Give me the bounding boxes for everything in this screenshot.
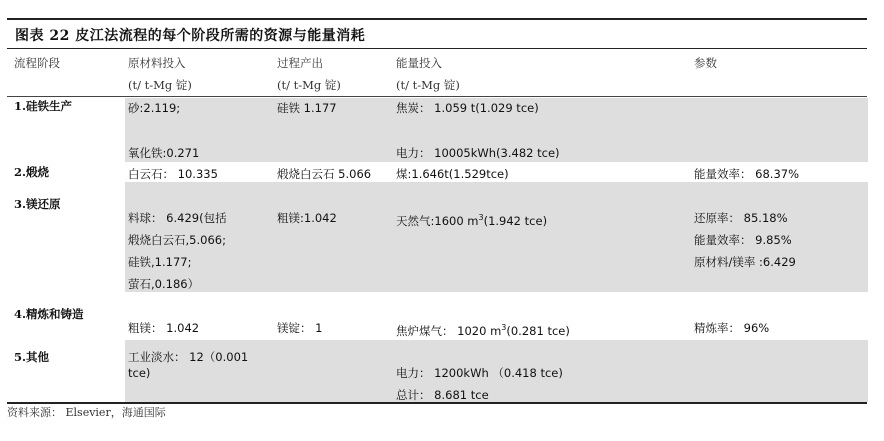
row5-raw-0: 工业淡水： 12（0.001 (128, 350, 249, 364)
row4-energy-sup: 3 (501, 323, 507, 332)
row4-raw-0: 粗镁： 1.042 (128, 321, 200, 335)
row2-stage: 2.煅烧 (14, 165, 50, 179)
row4-energy-main: 焦炉煤气： 1020 m (396, 323, 502, 338)
row2-raw-0: 白云石： 10.335 (128, 167, 218, 181)
header-raw-material-unit: (t/ t-Mg 锭) (128, 78, 192, 92)
row4-stage: 4.精炼和铸造 (14, 307, 84, 321)
row3-raw-1: 煅烧白云石,5.066; (128, 233, 226, 247)
row1-output-0: 硅铁 1.177 (277, 101, 337, 115)
header-energy-unit: (t/ t-Mg 锭) (396, 78, 460, 92)
row3-energy-main: 天然气:1600 m (396, 213, 479, 228)
row5-raw-1: tce) (128, 366, 151, 380)
row4-params-0: 精炼率： 96% (694, 321, 770, 335)
row3-energy-0 (396, 211, 547, 228)
row1-energy-0: 焦炭： 1.059 t(1.029 tce) (396, 101, 539, 115)
row3-raw-3: 萤石,0.186） (128, 277, 200, 291)
header-output: 过程产出 (277, 56, 323, 70)
row3-output-0: 粗镁:1.042 (277, 211, 337, 225)
row2-params-0: 能量效率： 68.37% (694, 167, 800, 181)
row3-raw-0: 料球： 6.429(包括 (128, 211, 227, 225)
header-rule (7, 96, 867, 97)
row4-output-0: 镁锭： 1 (277, 321, 323, 335)
row1-raw-0: 砂:2.119; (128, 101, 181, 115)
header-output-unit: (t/ t-Mg 锭) (277, 78, 341, 92)
header-raw-material: 原材料投入 (128, 56, 186, 70)
row5-stage: 5.其他 (14, 350, 50, 364)
row1-energy-1: 电力： 10005kWh(3.482 tce) (396, 146, 560, 160)
row3-params-0: 还原率： 85.18% (694, 211, 788, 225)
row1-raw-1: 氧化铁:0.271 (128, 146, 200, 160)
row4-energy-0 (396, 321, 570, 338)
row2-energy-0: 煤:1.646t(1.529tce) (396, 167, 509, 181)
row3-raw-2: 硅铁,1.177; (128, 255, 192, 269)
row2-output-0: 煅烧白云石 5.066 (277, 167, 372, 181)
row3-energy-sup: 3 (478, 213, 484, 222)
table-title: 图表 22 皮江法流程的每个阶段所需的资源与能量消耗 (15, 28, 366, 44)
row3-params-1: 能量效率： 9.85% (694, 233, 792, 247)
row3-stage: 3.镁还原 (14, 197, 61, 211)
header-stage: 流程阶段 (14, 56, 60, 70)
title-bar (7, 18, 867, 49)
row5-energy-0: 电力： 1200kWh （0.418 tce) (396, 366, 563, 380)
header-energy: 能量投入 (396, 56, 442, 70)
row5-energy-1: 总计： 8.681 tce (396, 388, 489, 402)
row3-params-2: 原材料/镁率 :6.429 (694, 255, 796, 269)
row1-stage: 1.硅铁生产 (14, 99, 73, 113)
source-note: 资料来源： Elsevier，海通国际 (7, 406, 166, 419)
header-params: 参数 (694, 56, 717, 70)
row4-energy-tce: (0.281 tce) (506, 323, 570, 338)
row3-energy-tce: (1.942 tce) (483, 213, 548, 228)
